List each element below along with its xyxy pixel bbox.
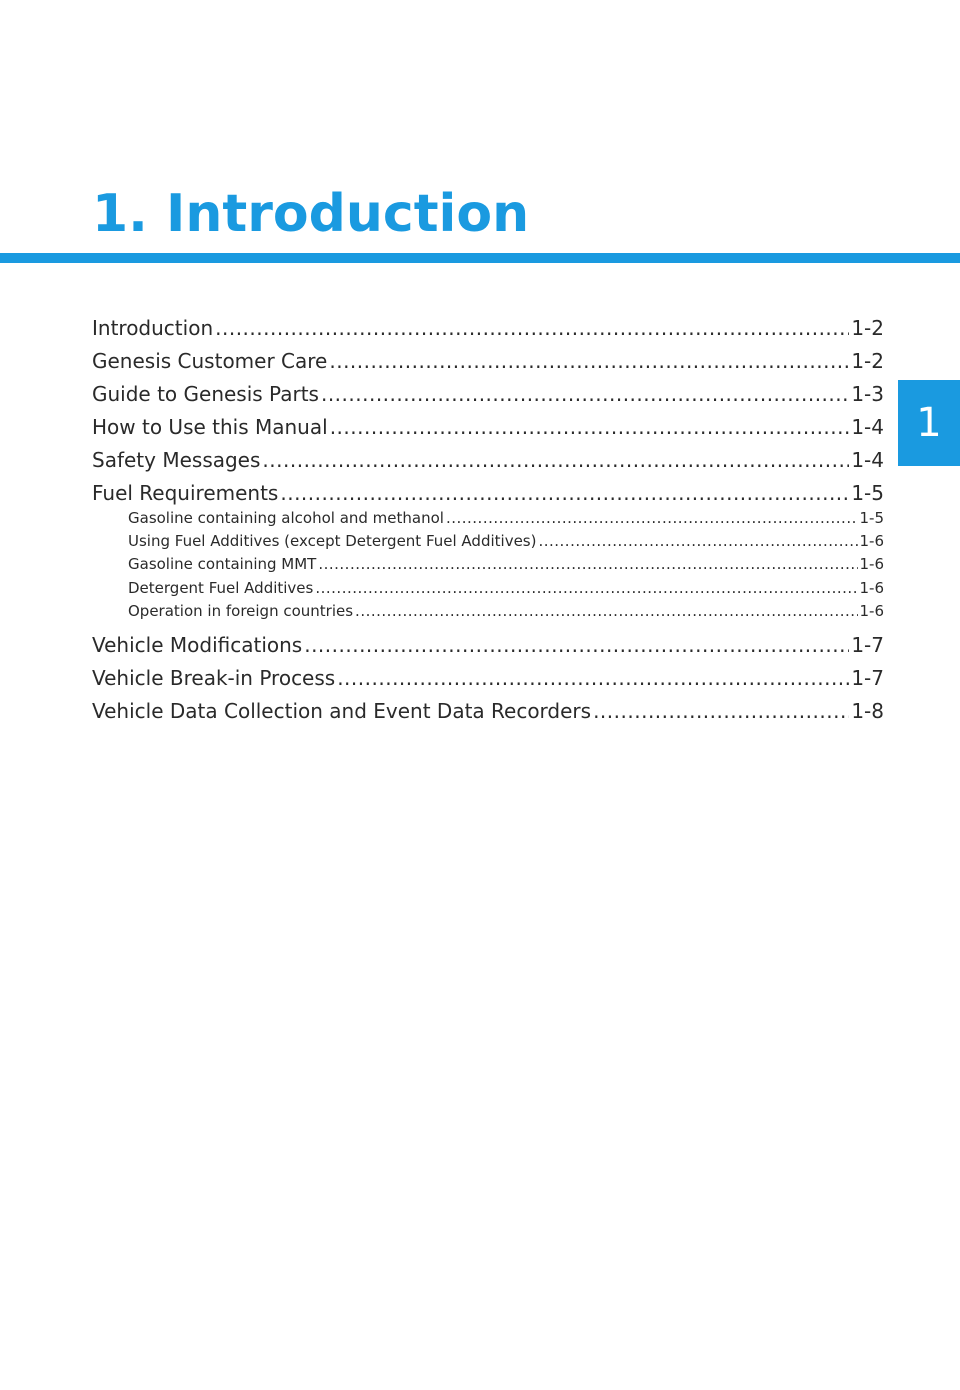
toc-leader-dots: [330, 411, 850, 444]
toc-entry-vehicle-break-in-process[interactable]: [92, 662, 884, 695]
toc-leader-dots: [280, 477, 849, 510]
toc-leader-dots: [593, 695, 849, 728]
toc-entry-introduction[interactable]: [92, 312, 884, 345]
toc-subentry-gasoline-mmt[interactable]: [92, 553, 884, 576]
toc-subentry-gasoline-alcohol-methanol[interactable]: [92, 507, 884, 530]
toc-entry-page: 1-4: [851, 415, 884, 439]
toc-leader-dots: [215, 312, 849, 345]
toc-entry-label: Fuel Requirements: [92, 481, 279, 505]
toc-subentry-operation-foreign-countries[interactable]: [92, 600, 884, 623]
toc-subentry-using-fuel-additives[interactable]: [92, 530, 884, 553]
toc-entry-how-to-use-this-manual[interactable]: [92, 411, 884, 444]
toc-entry-label: Gasoline containing MMT: [128, 555, 317, 574]
toc-leader-dots: [446, 507, 858, 530]
toc-entry-label: How to Use this Manual: [92, 415, 328, 439]
toc-entry-page: 1-7: [851, 632, 884, 657]
toc-leader-dots: [321, 378, 849, 411]
toc-leader-dots: [355, 600, 857, 623]
toc-entry-label: Safety Messages: [92, 448, 261, 472]
toc-entry-label: Guide to Genesis Parts: [92, 382, 319, 406]
toc-leader-dots: [304, 629, 849, 662]
toc-entry-label: Vehicle Modifications: [92, 632, 303, 657]
toc-entry-safety-messages[interactable]: [92, 444, 884, 477]
chapter-tab[interactable]: 1: [898, 380, 960, 466]
toc-entry-fuel-requirements[interactable]: [92, 477, 884, 510]
toc-entry-page: 1-6: [859, 601, 884, 620]
toc-entry-genesis-customer-care[interactable]: [92, 345, 884, 378]
toc-entry-label: Vehicle Data Collection and Event Data Recorders: [92, 698, 592, 723]
toc-leader-dots: [329, 345, 849, 378]
toc-entry-label: Introduction: [92, 316, 214, 340]
toc-entry-page: 1-6: [859, 578, 884, 597]
toc-leader-dots: [538, 530, 857, 553]
chapter-title: 1. Introduction: [92, 184, 530, 244]
toc-subentry-detergent-fuel-additives[interactable]: [92, 577, 884, 600]
toc-leader-dots: [318, 553, 857, 576]
toc-entry-vehicle-modifications[interactable]: [92, 629, 884, 662]
toc-entry-page: 1-6: [859, 532, 884, 551]
toc-entry-page: 1-5: [851, 481, 884, 505]
toc-entry-page: 1-2: [851, 349, 884, 373]
toc-entry-page: 1-2: [851, 316, 884, 340]
toc-entry-label: Detergent Fuel Additives: [128, 578, 314, 597]
toc-entry-label: Operation in foreign countries: [128, 601, 354, 620]
toc-entry-page: 1-4: [851, 448, 884, 472]
toc-leader-dots: [262, 444, 849, 477]
toc-entry-label: Using Fuel Additives (except Detergent Fuel Additives): [128, 532, 537, 551]
toc-entry-label: Genesis Customer Care: [92, 349, 328, 373]
toc-entry-page: 1-6: [859, 555, 884, 574]
toc-entry-vehicle-data-collection[interactable]: [92, 695, 884, 728]
title-divider: [0, 253, 960, 263]
toc-entry-label: Gasoline containing alcohol and methanol: [128, 509, 444, 527]
toc-entry-label: Vehicle Break-in Process: [92, 665, 336, 690]
table-of-contents: [92, 312, 884, 728]
toc-leader-dots: [315, 577, 857, 600]
toc-entry-page: 1-8: [851, 698, 884, 723]
toc-entry-page: 1-7: [851, 665, 884, 690]
toc-leader-dots: [337, 662, 849, 695]
toc-entry-page: 1-5: [859, 509, 884, 527]
toc-entry-page: 1-3: [851, 382, 884, 406]
toc-entry-guide-to-genesis-parts[interactable]: [92, 378, 884, 411]
